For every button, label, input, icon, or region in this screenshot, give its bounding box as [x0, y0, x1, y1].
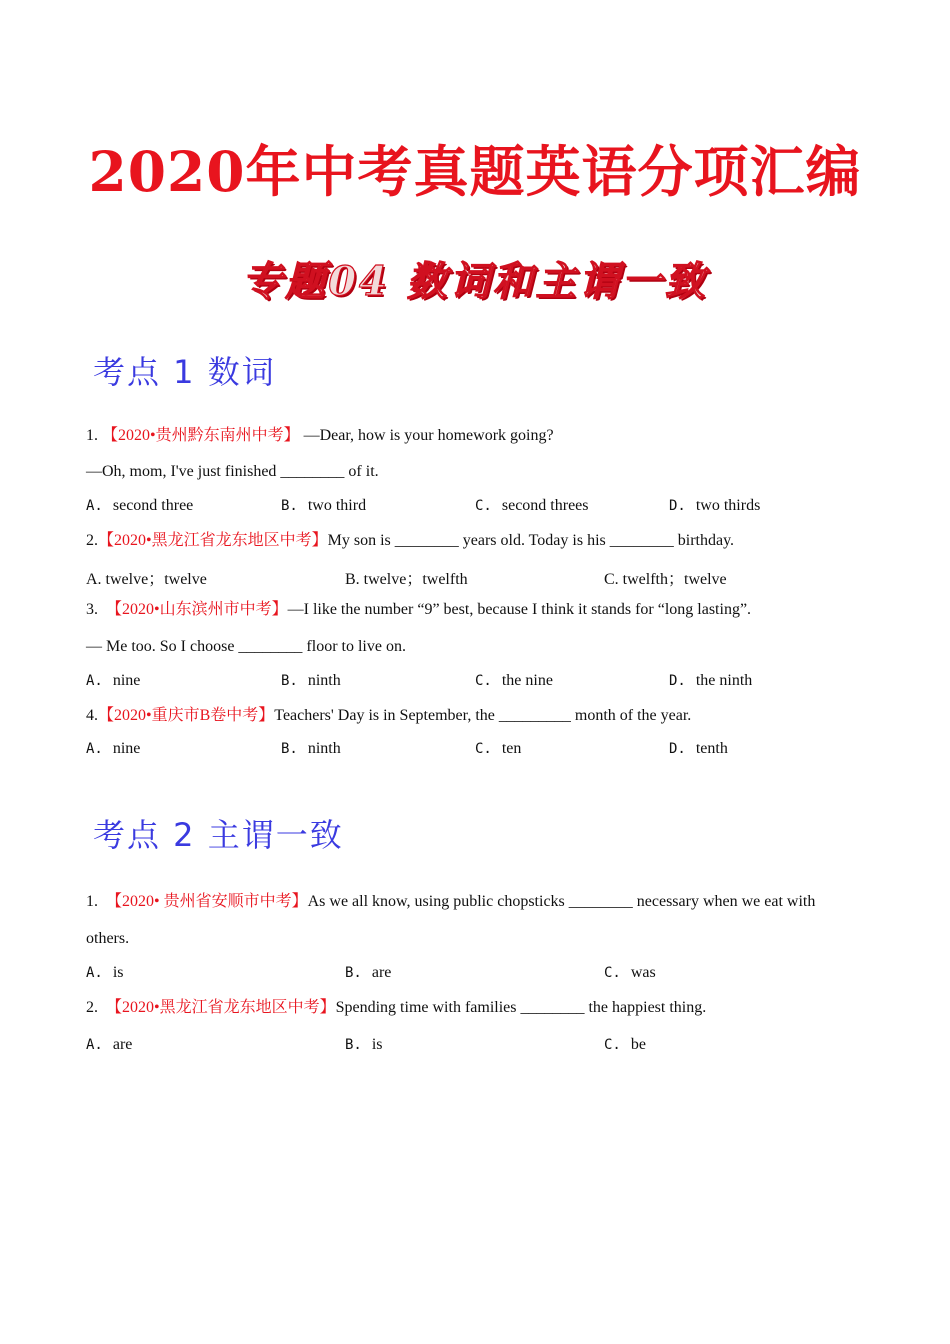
question-text: Spending time with families ________ the happiest thing.	[335, 999, 707, 1016]
question-text-line2: others.	[86, 930, 130, 947]
question-source: 【2020•黑龙江省龙东地区中考】	[106, 999, 336, 1016]
option-a: A. nine	[86, 740, 141, 757]
question-text: My son is ________ years old. Today is his ________ birthday.	[327, 532, 735, 549]
question-stem	[86, 600, 751, 620]
question-number: 1.	[86, 427, 98, 444]
option-b: B. twelve；twelfth	[345, 571, 468, 588]
option-d: D. the ninth	[669, 672, 753, 689]
question-text: —I like the number “9” best, because I think it stands for “long lasting”.	[287, 601, 752, 618]
question-stem	[86, 706, 691, 726]
section-heading-numerals: 考点 1 数词	[93, 353, 276, 391]
option-c: C. twelfth；twelve	[604, 571, 727, 588]
question-text: Teachers' Day is in September, the _________ month of the year.	[274, 707, 692, 724]
question-stem	[86, 426, 554, 446]
option-c: C. second threes	[475, 497, 589, 514]
option-b: B. ninth	[281, 740, 341, 757]
question-number: 4.	[86, 707, 98, 724]
option-c: C. be	[604, 1036, 646, 1053]
page-title: 2020年中考真题英语分项汇编	[88, 139, 862, 204]
question-source: 【2020•山东滨州市中考】	[106, 601, 288, 618]
question-stem	[86, 892, 815, 912]
question-stem	[86, 998, 706, 1018]
question-text: —Dear, how is your homework going?	[303, 427, 554, 444]
question-source: 【2020•重庆市B卷中考】	[98, 707, 275, 724]
option-c: C. the nine	[475, 672, 553, 689]
option-a: A. is	[86, 964, 124, 981]
option-a: A. twelve；twelve	[86, 571, 207, 588]
question-text-line2: —Oh, mom, I've just finished ________ of it.	[86, 463, 379, 480]
question-source: 【2020•贵州黔东南州中考】	[102, 427, 300, 444]
option-b: B. ninth	[281, 672, 341, 689]
option-b: B. is	[345, 1036, 383, 1053]
question-text-line2: — Me too. So I choose ________ floor to live on.	[86, 638, 406, 655]
page-subtitle: 专题04 数词和主谓一致	[242, 258, 708, 305]
option-b: B. two third	[281, 497, 367, 514]
option-d: D. tenth	[669, 740, 728, 757]
question-number: 1.	[86, 893, 98, 910]
option-c: C. was	[604, 964, 656, 981]
option-a: A. nine	[86, 672, 141, 689]
section-heading-agreement: 考点 2 主谓一致	[93, 816, 344, 854]
question-number: 3.	[86, 601, 98, 618]
option-a: A. are	[86, 1036, 133, 1053]
option-c: C. ten	[475, 740, 522, 757]
question-stem	[86, 531, 734, 551]
option-a: A. second three	[86, 497, 194, 514]
question-source: 【2020•黑龙江省龙东地区中考】	[98, 532, 328, 549]
question-text: As we all know, using public chopsticks ________ necessary when we eat with	[307, 893, 816, 910]
question-number: 2.	[86, 999, 98, 1016]
option-b: B. are	[345, 964, 392, 981]
question-source: 【2020• 贵州省安顺市中考】	[106, 893, 308, 910]
option-d: D. two thirds	[669, 497, 761, 514]
question-number: 2.	[86, 532, 98, 549]
